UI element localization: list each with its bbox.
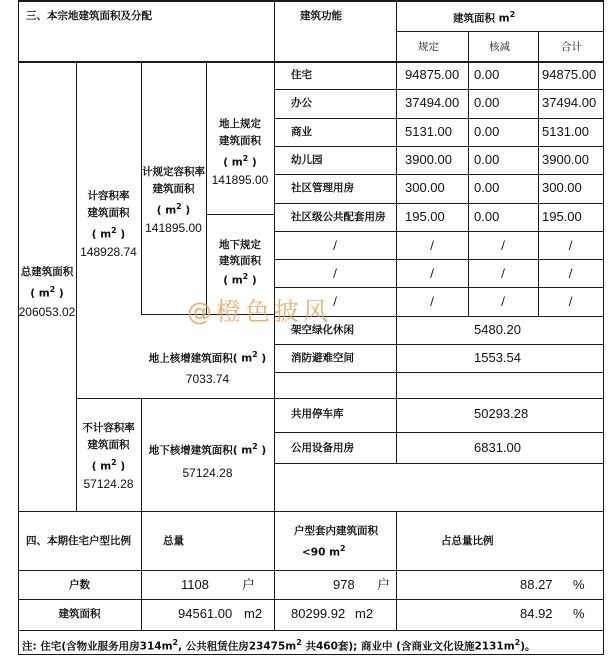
total-value-cell: / <box>568 294 573 308</box>
merged-row-value: 50293.28 <box>474 406 529 421</box>
merged-row-name: 公用设备用房 <box>291 442 354 454</box>
function-name-cell: 社区级公共配套用房 <box>291 211 386 223</box>
function-name-cell: / <box>333 294 337 308</box>
total-value-cell: / <box>568 238 573 252</box>
ratio-value: 84.92 <box>520 606 553 621</box>
planned-value-cell: / <box>430 238 434 252</box>
function-name-cell: 幼儿园 <box>291 154 323 166</box>
function-name-cell: 商业 <box>291 126 312 138</box>
verified-value-cell: / <box>501 266 505 280</box>
small-unit-header: 户型套内建筑面积 <90 $m^2$ <box>294 525 378 559</box>
merged-row-value: 5480.20 <box>474 322 521 337</box>
total-subheader: 合计 <box>561 41 582 53</box>
section3-title: 三、本宗地建筑面积及分配 <box>26 10 152 22</box>
total-value-cell: 3900.00 <box>542 152 589 167</box>
small-unit: 户 <box>377 577 391 592</box>
total-quantity-header: 总量 <box>163 535 184 547</box>
ratio-unit: % <box>573 577 585 592</box>
row-label: 建筑面积 <box>58 608 101 620</box>
verified-value-cell: 0.00 <box>474 124 500 139</box>
section4-title: 四、本期住宅户型比例 <box>26 535 131 547</box>
planned-far-label: 计规定容积率 建筑面积 ( $m^2$ ) 141895.00 <box>142 166 205 235</box>
area-column-header: 建筑面积 $m^2$ <box>453 10 516 25</box>
total-value-cell: 195.00 <box>542 209 582 224</box>
verified-value-cell: 0.00 <box>474 152 500 167</box>
above-added-label: 地上核增建筑面积( $m^2$ ) 7033.74 <box>148 350 267 386</box>
function-name-cell: 社区管理用房 <box>291 182 354 194</box>
function-name-cell: / <box>333 266 337 280</box>
verified-value-cell: 0.00 <box>474 180 500 195</box>
table-right-border <box>603 0 604 655</box>
total-area-label: 总建筑面积 ( $m^2$ ) 206053.02 <box>18 266 76 319</box>
planned-value-cell: / <box>430 294 434 308</box>
planned-value-cell: 37494.00 <box>405 95 460 110</box>
small-value: 80299.92 <box>291 606 346 621</box>
merged-row-name: 架空绿化休闲 <box>291 324 354 336</box>
footnote: 注: 住宅(含物业服务用房$314m^2$, 公共租赁住房$23475m^2$ 共460套); 商业中 (含商业文化设施$2131m^2$)。 <box>22 638 536 653</box>
table-bottom-border <box>18 654 604 655</box>
verified-value-cell: 0.00 <box>474 95 500 110</box>
function-name-cell: 住宅 <box>291 69 312 81</box>
total-unit: 户 <box>242 577 256 592</box>
total-value: 94561.00 <box>178 606 233 621</box>
planned-value-cell: 94875.00 <box>405 67 460 82</box>
verified-value-cell: 0.00 <box>474 209 500 224</box>
ratio-header: 占总量比例 <box>441 535 494 547</box>
planned-value-cell: 5131.00 <box>405 124 452 139</box>
total-unit: m2 <box>244 606 263 621</box>
above-planned-label: 地上规定 建筑面积 ( $m^2$ ) 141895.00 <box>211 118 269 187</box>
watermark: @橙色披风 <box>187 297 333 326</box>
verified-value-cell: / <box>501 294 505 308</box>
planned-value-cell: 195.00 <box>405 209 445 224</box>
ratio-unit: % <box>573 606 585 621</box>
far-area-label: 计容积率 建筑面积 ( $m^2$ ) 148928.74 <box>80 190 137 259</box>
ratio-value: 88.27 <box>520 577 553 592</box>
small-value: 978 <box>333 577 355 592</box>
verified-value-cell: / <box>501 238 505 252</box>
total-value-cell: 37494.00 <box>542 95 597 110</box>
table-left-border <box>18 0 19 655</box>
merged-row-value: 6831.00 <box>474 440 521 455</box>
function-column-header: 建筑功能 <box>300 10 342 22</box>
total-value-cell: / <box>568 266 573 280</box>
below-planned-label: 地下规定 建筑面积 ( $m^2$ ) <box>219 239 261 287</box>
function-name-cell: / <box>333 238 337 252</box>
table-top-border <box>18 0 604 2</box>
verified-subheader: 核减 <box>489 41 510 53</box>
merged-row-value: 1553.54 <box>474 350 521 365</box>
non-far-label: 不计容积率 建筑面积 ( $m^2$ ) 57124.28 <box>82 422 135 491</box>
function-name-cell: 办公 <box>291 97 312 109</box>
planned-value-cell: 300.00 <box>405 180 445 195</box>
row-label: 户数 <box>69 579 90 591</box>
verified-value-cell: 0.00 <box>474 67 500 82</box>
merged-row-name: 共用停车库 <box>291 408 344 420</box>
total-value-cell: 94875.00 <box>542 67 597 82</box>
merged-row-name: 消防避难空间 <box>291 352 354 364</box>
small-unit: m2 <box>355 606 374 621</box>
below-added-label: 地下核增建筑面积( $m^2$ ) 57124.28 <box>148 442 267 480</box>
total-value-cell: 5131.00 <box>542 124 589 139</box>
planned-subheader: 规定 <box>418 41 439 53</box>
total-value: 1108 <box>181 577 209 592</box>
total-value-cell: 300.00 <box>542 180 582 195</box>
planned-value-cell: / <box>430 266 434 280</box>
planned-value-cell: 3900.00 <box>405 152 452 167</box>
